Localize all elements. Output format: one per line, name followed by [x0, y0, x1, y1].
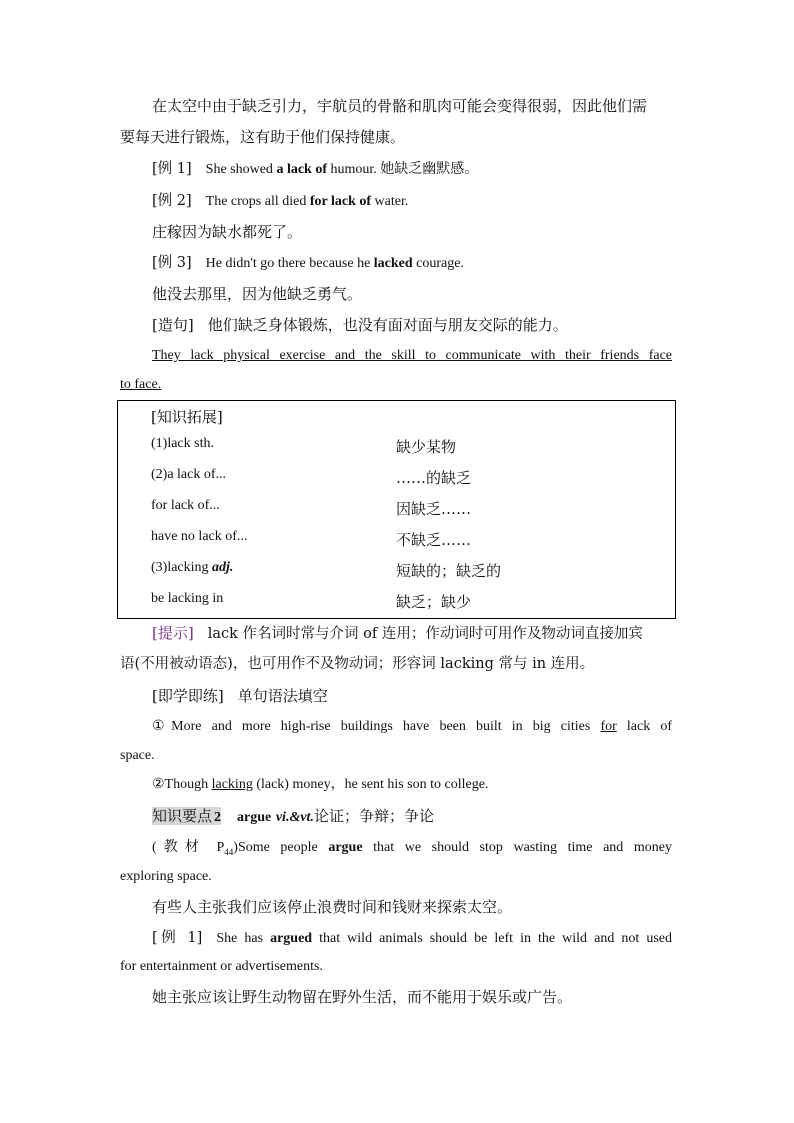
example-label: [例 2] — [152, 193, 192, 209]
practice-heading — [152, 686, 328, 706]
tip-label: [提示] — [152, 624, 194, 642]
example-1: [例 1] She showed a lack of humour. 她缺乏幽默感。 — [152, 161, 479, 177]
knowledge-point-heading: 知识要点 2 argue vi.&vt.论证；争辩；争论 — [152, 807, 434, 825]
keyword: argue — [237, 810, 272, 825]
make-sentence-answer-line-1: They lack physical exercise and the skill to communicate with their friends face — [152, 348, 672, 363]
example-label: [例 1] — [152, 930, 203, 946]
extension-title: [知识拓展] — [151, 408, 223, 426]
knowledge-point-tag: 知识要点 2 — [152, 807, 222, 825]
make-sentence — [152, 315, 568, 335]
example-2-translation: 庄稼因为缺水都死了。 — [152, 223, 303, 241]
example-3-translation: 他没去那里，因为他缺乏勇气。 — [152, 285, 363, 303]
textbook-sentence-cont: exploring space. — [120, 869, 212, 884]
argue-example-1-cont: for entertainment or advertisements. — [120, 959, 323, 974]
practice-title: 单句语法填空 — [237, 687, 328, 705]
practice-question-1: ①More and more high-rise buildings have been built in big cities for lack of — [152, 719, 672, 734]
key-phrase: for lack of — [309, 194, 372, 209]
intro-line-2: 要每天进行锻炼，这有助于他们保持健康。 — [120, 128, 406, 146]
example-label: [例 1] — [152, 161, 192, 177]
example-3: [例 3] He didn't go there because he lacked courage. — [152, 255, 464, 271]
knowledge-extension-box: [知识拓展] (1)lack sth. 缺少某物 (2)a lack of... ……的缺乏 for lack of... 因缺乏…… have no lack of... 不缺乏…… (3)lacking adj. 短缺的；缺乏的 be lacking in 缺乏；缺少 — [117, 400, 676, 619]
tip-line-2: 语(不用被动语态)，也可用作不及物动词；形容词 lacking 常与 in 连用。 — [120, 656, 595, 672]
textbook-sentence: (教材 $P_{44})Some$ people argue that we should stop wasting time and money — [152, 840, 672, 857]
intro-line-1: 在太空中由于缺乏引力，宇航员的骨骼和肌肉可能会变得很弱，因此他们需 — [152, 97, 648, 115]
textbook-translation: 有些人主张我们应该停止浪费时间和钱财来探索太空。 — [152, 898, 513, 916]
example-2: [例 2] The crops all died for lack of water. — [152, 193, 409, 209]
key-phrase: argued — [270, 931, 313, 946]
practice-question-1-cont: space. — [120, 748, 155, 763]
make-sentence-label: [造句] — [152, 316, 194, 334]
tip-line-1: [提示] lack 作名词时常与介词 of 连用；作动词时可用作及物动词直接加宾 — [152, 624, 643, 642]
key-phrase: lacked — [373, 256, 413, 271]
argue-example-1-translation: 她主张应该让野生动物留在野外生活，而不能用于娱乐或广告。 — [152, 988, 573, 1006]
make-sentence-answer-line-2: to face. — [120, 377, 162, 392]
key-phrase: a lack of — [276, 162, 327, 177]
practice-label: [即学即练] — [152, 687, 224, 705]
argue-example-1: [例 1] She has argued that wild animals should be left in the wild and not used — [152, 930, 672, 946]
part-of-speech: vi.&vt. — [275, 810, 314, 825]
practice-question-2: ②Though lacking (lack) money，he sent his son to college. — [152, 777, 489, 792]
example-label: [例 3] — [152, 255, 192, 271]
make-sentence-prompt: 他们缺乏身体锻炼，也没有面对面与朋友交际的能力。 — [207, 316, 568, 334]
answer-blank: lacking — [211, 777, 253, 792]
answer-blank: for — [600, 719, 617, 734]
